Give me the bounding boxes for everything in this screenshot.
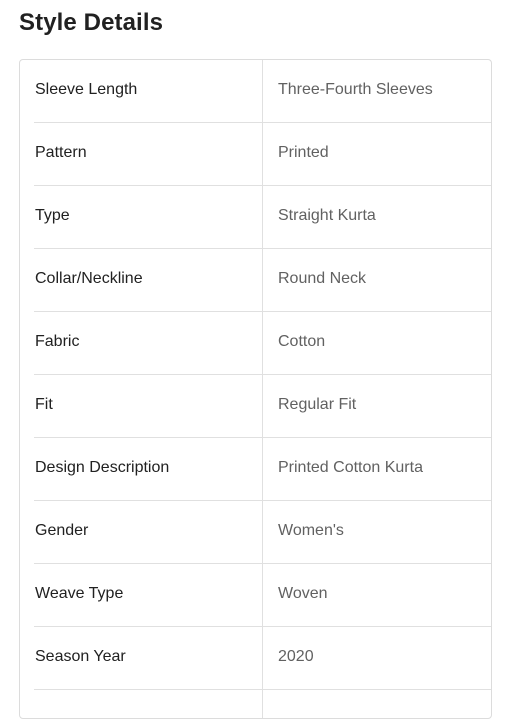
style-details-table	[19, 59, 492, 719]
table-row	[20, 627, 491, 690]
row-divider	[34, 689, 491, 690]
row-label: Season Year	[35, 648, 126, 665]
row-label: Fit	[35, 396, 53, 413]
row-label: Weave Type	[35, 585, 124, 602]
table-row	[20, 438, 491, 501]
row-label: Type	[35, 207, 70, 224]
row-label: Gender	[35, 522, 89, 539]
table-row	[20, 249, 491, 312]
table-row	[20, 312, 491, 375]
row-value: Three-Fourth Sleeves	[278, 81, 433, 98]
row-label: Design Description	[35, 459, 170, 476]
row-value: Regular Fit	[278, 396, 357, 413]
row-label: Pattern	[35, 144, 87, 161]
row-value: Straight Kurta	[278, 207, 376, 224]
row-value: Printed Cotton Kurta	[278, 459, 423, 476]
table-row	[20, 123, 491, 186]
row-value: Woven	[278, 585, 328, 602]
row-value: Women's	[278, 522, 344, 539]
section-title: Style Details	[19, 9, 164, 36]
row-label: Collar/Neckline	[35, 270, 143, 287]
table-row	[20, 186, 491, 249]
table-row	[20, 564, 491, 627]
row-label: Fabric	[35, 333, 80, 350]
table-row	[20, 375, 491, 438]
table-row	[20, 501, 491, 564]
row-value: Printed	[278, 144, 329, 161]
row-value: Round Neck	[278, 270, 367, 287]
row-label: Sleeve Length	[35, 81, 138, 98]
row-value: 2020	[278, 648, 314, 665]
table-row	[20, 60, 491, 123]
row-value: Cotton	[278, 333, 326, 350]
